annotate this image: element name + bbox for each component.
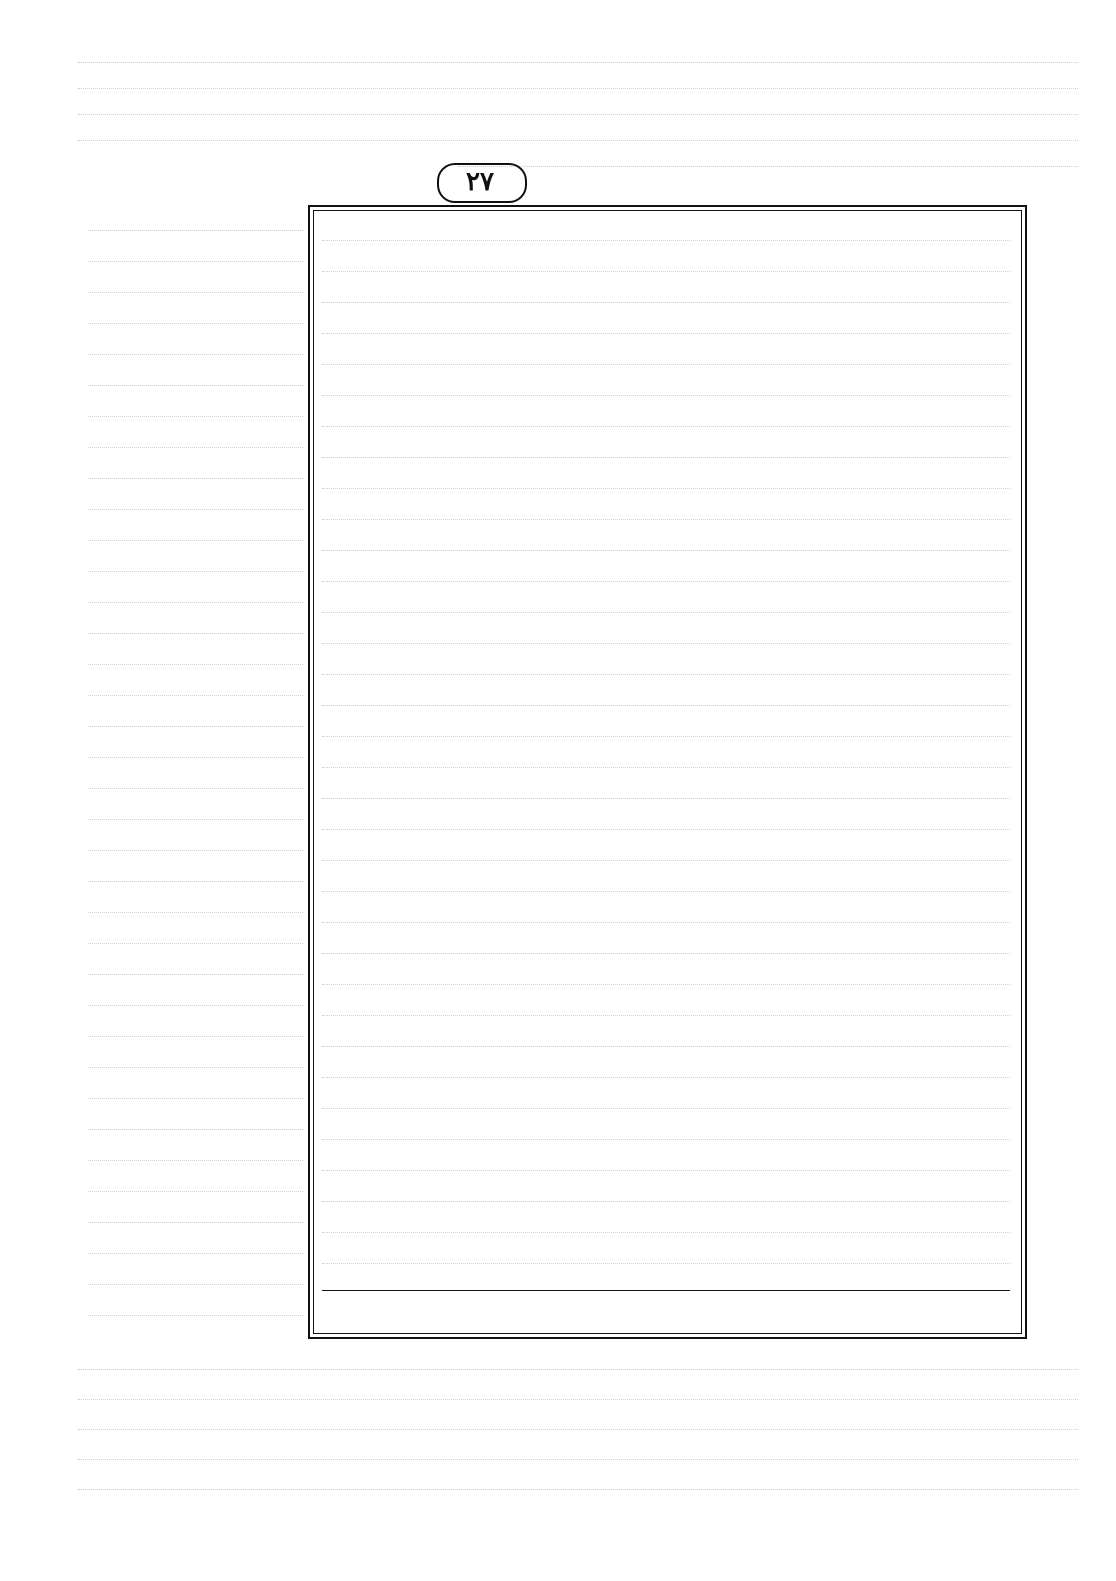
text-line-guide	[322, 550, 1010, 551]
text-line-guide	[322, 798, 1010, 799]
text-line-guide	[88, 354, 303, 355]
text-line-guide	[88, 1067, 303, 1068]
text-line-guide	[322, 612, 1010, 613]
text-line-guide	[78, 1459, 1078, 1460]
text-line-guide	[88, 292, 303, 293]
text-line-guide	[458, 166, 1078, 167]
text-line-guide	[322, 736, 1010, 737]
text-line-guide	[88, 385, 303, 386]
text-line-guide	[78, 114, 1078, 115]
text-line-guide	[88, 261, 303, 262]
text-line-guide	[322, 271, 1010, 272]
main-text-lines	[322, 215, 1010, 1275]
text-line-guide	[88, 726, 303, 727]
text-line-guide	[88, 881, 303, 882]
text-line-guide	[88, 230, 303, 231]
text-line-guide	[322, 395, 1010, 396]
text-line-guide	[322, 240, 1010, 241]
text-line-guide	[322, 457, 1010, 458]
text-line-guide	[88, 602, 303, 603]
footnote-block	[322, 1298, 1010, 1328]
text-line-guide	[88, 974, 303, 975]
text-line-guide	[322, 1170, 1010, 1171]
text-line-guide	[88, 1191, 303, 1192]
text-line-guide	[322, 1201, 1010, 1202]
text-line-guide	[322, 333, 1010, 334]
text-line-guide	[88, 912, 303, 913]
text-line-guide	[322, 705, 1010, 706]
text-line-guide	[78, 1399, 1078, 1400]
top-text-lines	[78, 42, 1078, 202]
text-line-guide	[322, 984, 1010, 985]
text-line-guide	[322, 581, 1010, 582]
page-number: ٢٧	[466, 167, 494, 197]
main-text-block	[322, 215, 1010, 1275]
text-line-guide	[88, 1222, 303, 1223]
text-line-guide	[322, 1077, 1010, 1078]
text-line-guide	[88, 1284, 303, 1285]
text-line-guide	[322, 891, 1010, 892]
text-line-guide	[88, 1005, 303, 1006]
text-line-guide	[88, 323, 303, 324]
text-line-guide	[322, 829, 1010, 830]
text-line-guide	[322, 1108, 1010, 1109]
text-line-guide	[88, 788, 303, 789]
text-line-guide	[88, 695, 303, 696]
text-line-guide	[88, 571, 303, 572]
text-line-guide	[322, 922, 1010, 923]
text-line-guide	[78, 88, 1078, 89]
text-line-guide	[78, 1369, 1078, 1370]
side-margin-column	[88, 205, 303, 1335]
text-line-guide	[322, 364, 1010, 365]
text-line-guide	[78, 62, 1078, 63]
text-line-guide	[322, 1015, 1010, 1016]
text-line-guide	[88, 509, 303, 510]
side-column-lines	[88, 205, 303, 1335]
text-line-guide	[88, 1315, 303, 1316]
text-line-guide	[322, 674, 1010, 675]
text-line-guide	[88, 664, 303, 665]
text-line-guide	[88, 447, 303, 448]
text-line-guide	[322, 1232, 1010, 1233]
text-line-guide	[88, 943, 303, 944]
top-text-block	[78, 42, 1078, 202]
text-line-guide	[88, 416, 303, 417]
text-line-guide	[322, 302, 1010, 303]
text-line-guide	[322, 426, 1010, 427]
text-line-guide	[88, 1098, 303, 1099]
text-line-guide	[88, 1129, 303, 1130]
text-line-guide	[88, 633, 303, 634]
text-line-guide	[88, 757, 303, 758]
text-line-guide	[88, 1160, 303, 1161]
text-line-guide	[322, 643, 1010, 644]
text-line-guide	[88, 819, 303, 820]
footnote-rule	[322, 1290, 1010, 1291]
text-line-guide	[322, 1046, 1010, 1047]
text-line-guide	[88, 540, 303, 541]
text-line-guide	[322, 1139, 1010, 1140]
text-line-guide	[88, 850, 303, 851]
bottom-text-lines	[78, 1345, 1078, 1525]
text-line-guide	[322, 953, 1010, 954]
text-line-guide	[88, 1253, 303, 1254]
text-line-guide	[322, 519, 1010, 520]
text-line-guide	[78, 1489, 1078, 1490]
text-line-guide	[78, 1429, 1078, 1430]
text-line-guide	[322, 1263, 1010, 1264]
text-line-guide	[322, 767, 1010, 768]
text-line-guide	[88, 1036, 303, 1037]
text-line-guide	[88, 478, 303, 479]
text-line-guide	[322, 860, 1010, 861]
text-line-guide	[322, 488, 1010, 489]
bottom-text-block	[78, 1345, 1078, 1525]
text-line-guide	[78, 140, 1078, 141]
